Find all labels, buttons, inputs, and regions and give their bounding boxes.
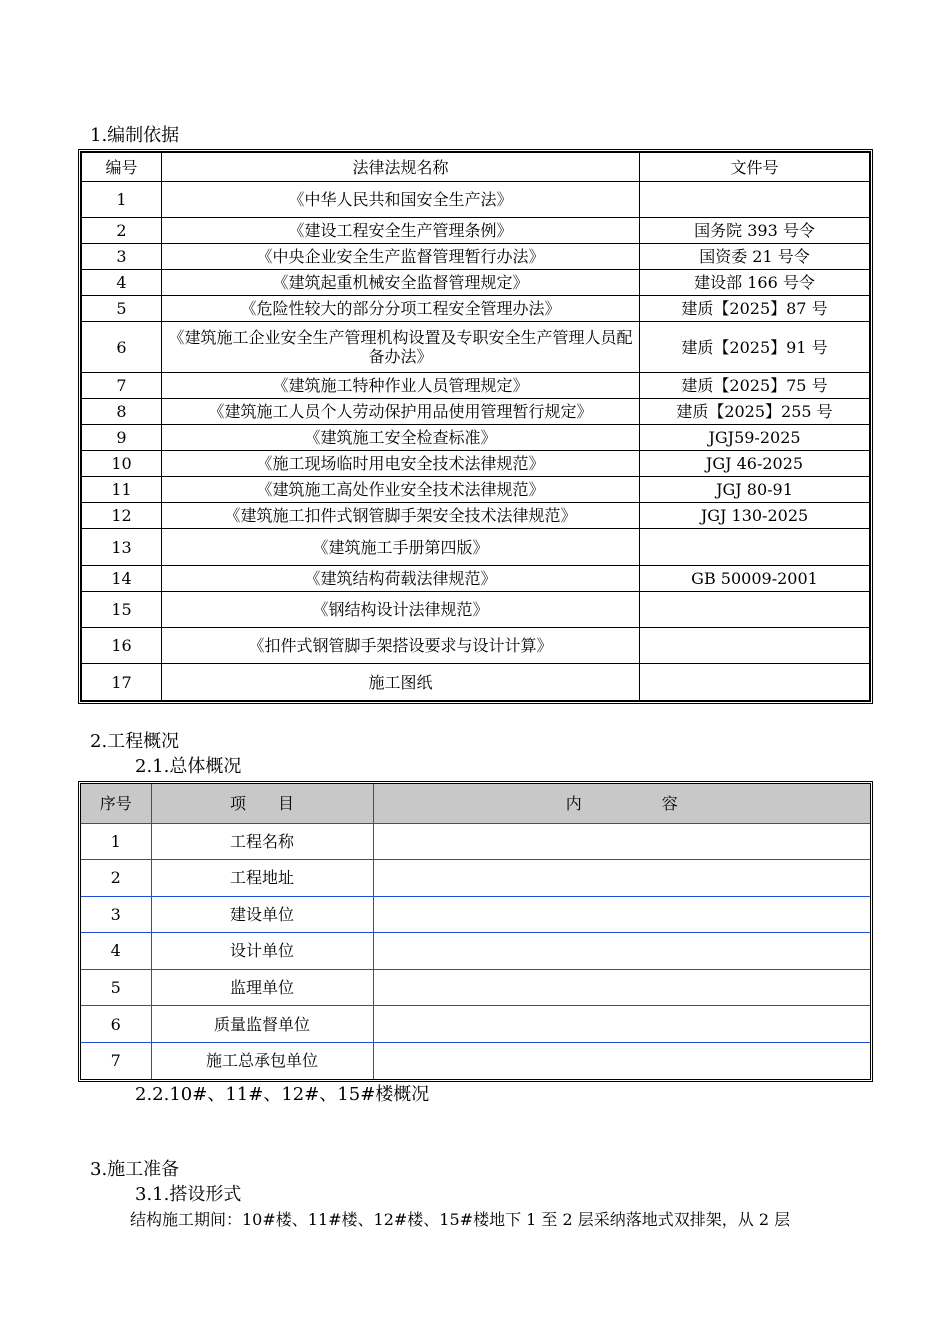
regulation-name: 《中央企业安全生产监督管理暂行办法》 [162,244,640,270]
regulation-name: 《建筑施工特种作业人员管理规定》 [162,373,640,399]
section3-sub1: 3.1.搭设形式 [135,1184,242,1205]
item-label: 工程地址 [151,860,373,897]
document-number: JGJ59-2025 [640,425,870,451]
regulations-table [78,149,873,704]
item-content [373,896,870,933]
regulation-name: 《钢结构设计法律规范》 [162,592,640,628]
table-row [82,270,870,296]
document-number [640,529,870,566]
row-number: 5 [81,969,151,1006]
document-number: 建质【2025】91 号 [640,322,870,373]
row-number: 8 [82,399,162,425]
table-row [82,296,870,322]
table-row [81,969,870,1006]
header-doc: 文件号 [640,153,870,182]
table-row [82,566,870,592]
regulation-name: 《建筑结构荷载法律规范》 [162,566,640,592]
row-number: 7 [82,373,162,399]
document-number [640,182,870,218]
table-row [82,451,870,477]
table-header-row [81,784,870,823]
row-number: 17 [82,664,162,701]
table-row [82,218,870,244]
header-name: 法律法规名称 [162,153,640,182]
header-content: 内 容 [373,784,870,823]
regulation-name: 《危险性较大的部分分项工程安全管理办法》 [162,296,640,322]
document-number: 建质【2025】255 号 [640,399,870,425]
section3-title: 3.施工准备 [90,1159,180,1180]
table-row [82,322,870,373]
document-number: JGJ 130-2025 [640,503,870,529]
table-row [82,628,870,664]
row-number: 7 [81,1042,151,1079]
row-number: 3 [81,896,151,933]
item-label: 设计单位 [151,933,373,970]
section3-paragraph: 结构施工期间：10#楼、11#楼、12#楼、15#楼地下 1 至 2 层采纳落地式双排架，从 2 层 [130,1210,791,1229]
row-number: 6 [81,1006,151,1043]
row-number: 10 [82,451,162,477]
document-number: 建质【2025】87 号 [640,296,870,322]
document-number: 国务院 393 号令 [640,218,870,244]
table-row [82,477,870,503]
document-number: GB 50009-2001 [640,566,870,592]
row-number: 4 [82,270,162,296]
table-row [82,182,870,218]
regulation-name: 《建筑施工企业安全生产管理机构设置及专职安全生产管理人员配备办法》 [162,322,640,373]
regulation-name: 《建筑施工人员个人劳动保护用品使用管理暂行规定》 [162,399,640,425]
table-row [82,503,870,529]
item-content [373,860,870,897]
section2-sub1: 2.1.总体概况 [135,756,242,777]
row-number: 14 [82,566,162,592]
item-content [373,823,870,860]
row-number: 2 [82,218,162,244]
regulation-name: 《建筑施工高处作业安全技术法律规范》 [162,477,640,503]
regulation-name: 《建筑起重机械安全监督管理规定》 [162,270,640,296]
table-row [81,823,870,860]
row-number: 9 [82,425,162,451]
document-number: JGJ 80-91 [640,477,870,503]
row-number: 11 [82,477,162,503]
document-number: 建质【2025】75 号 [640,373,870,399]
row-number: 6 [82,322,162,373]
regulation-name: 《扣件式钢管脚手架搭设要求与设计计算》 [162,628,640,664]
item-label: 建设单位 [151,896,373,933]
regulation-name: 施工图纸 [162,664,640,701]
regulation-name: 《建设工程安全生产管理条例》 [162,218,640,244]
row-number: 1 [82,182,162,218]
row-number: 12 [82,503,162,529]
item-content [373,933,870,970]
document-number [640,664,870,701]
row-number: 4 [81,933,151,970]
item-content [373,969,870,1006]
regulation-name: 《建筑施工扣件式钢管脚手架安全技术法律规范》 [162,503,640,529]
table-row [82,529,870,566]
section2-title: 2.工程概况 [90,731,180,752]
item-content [373,1006,870,1043]
table-header-row [82,153,870,182]
table-row [82,592,870,628]
table-row [81,896,870,933]
table-row [82,664,870,701]
header-no: 编号 [82,153,162,182]
document-number: 国资委 21 号令 [640,244,870,270]
row-number: 2 [81,860,151,897]
table-row [82,244,870,270]
regulation-name: 《建筑施工手册第四版》 [162,529,640,566]
item-label: 质量监督单位 [151,1006,373,1043]
document-number [640,592,870,628]
item-label: 施工总承包单位 [151,1042,373,1079]
regulation-name: 《中华人民共和国安全生产法》 [162,182,640,218]
row-number: 5 [82,296,162,322]
item-content [373,1042,870,1079]
row-number: 13 [82,529,162,566]
table-row [81,933,870,970]
regulation-name: 《施工现场临时用电安全技术法律规范》 [162,451,640,477]
table-row [82,425,870,451]
table-row [81,1042,870,1079]
item-label: 监理单位 [151,969,373,1006]
overview-table [78,781,873,1082]
document-number: JGJ 46-2025 [640,451,870,477]
table-row [81,1006,870,1043]
table-row [81,860,870,897]
header-seq: 序号 [81,784,151,823]
document-number [640,628,870,664]
document-number: 建设部 166 号令 [640,270,870,296]
row-number: 1 [81,823,151,860]
section1-title: 1.编制依据 [90,125,180,146]
item-label: 工程名称 [151,823,373,860]
section2-sub2: 2.2.10#、11#、12#、15#楼概况 [135,1084,430,1105]
header-item: 项 目 [151,784,373,823]
table-row [82,399,870,425]
row-number: 3 [82,244,162,270]
regulation-name: 《建筑施工安全检查标准》 [162,425,640,451]
table-row [82,373,870,399]
row-number: 15 [82,592,162,628]
row-number: 16 [82,628,162,664]
